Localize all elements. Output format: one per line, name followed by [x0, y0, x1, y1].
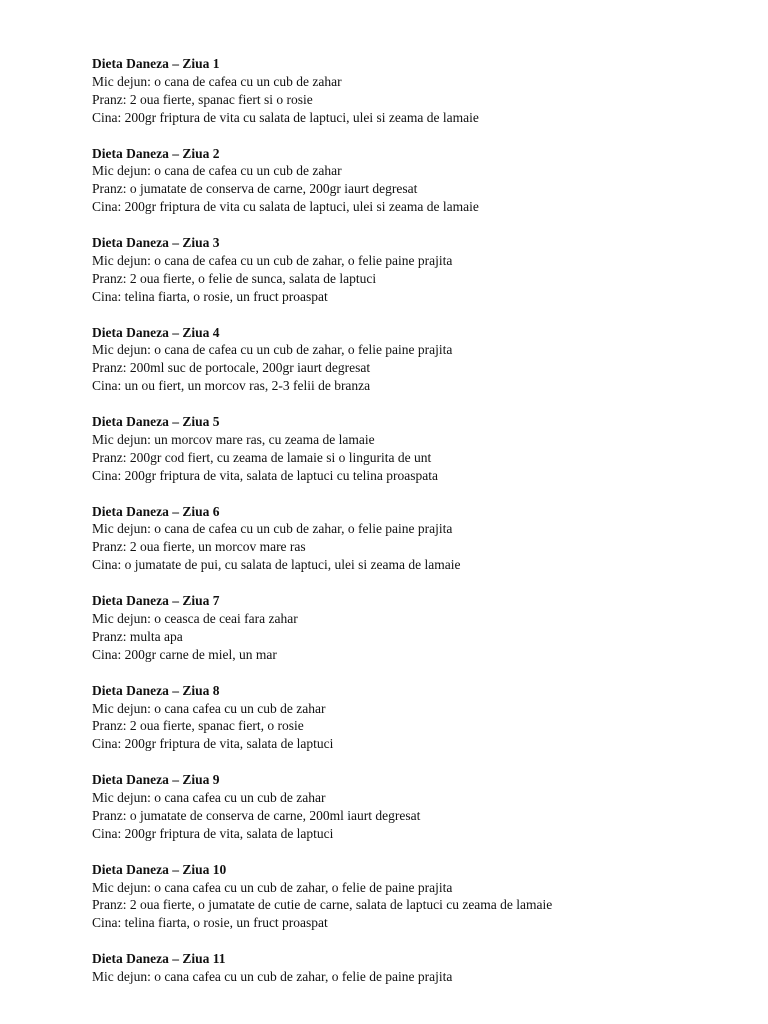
- day-heading: Dieta Daneza – Ziua 10: [92, 861, 227, 877]
- day-heading: Dieta Daneza – Ziua 6: [92, 503, 220, 519]
- meal-line: Pranz: o jumatate de conserva de carne, 200gr iaurt degresat: [92, 181, 418, 197]
- meal-line: Cina: 200gr friptura de vita cu salata de laptuci, ulei si zeama de lamaie: [92, 199, 479, 215]
- day-heading: Dieta Daneza – Ziua 8: [92, 682, 220, 698]
- day-heading: Dieta Daneza – Ziua 2: [92, 145, 220, 161]
- meal-line: Pranz: 200ml suc de portocale, 200gr iaurt degresat: [92, 360, 371, 376]
- meal-line: Mic dejun: o cana de cafea cu un cub de zahar, o felie paine prajita: [92, 252, 453, 268]
- meal-line: Mic dejun: o cana de cafea cu un cub de zahar: [92, 163, 342, 179]
- day-section: [92, 771, 732, 843]
- meal-line: Cina: 200gr friptura de vita, salata de laptuci: [92, 825, 334, 841]
- day-heading: Dieta Daneza – Ziua 5: [92, 414, 220, 430]
- day-section: [92, 145, 732, 217]
- meal-line: Pranz: 2 oua fierte, o jumatate de cutie de carne, salata de laptuci cu zeama de lamaie: [92, 897, 553, 913]
- day-section: [92, 503, 732, 575]
- meal-line: Pranz: multa apa: [92, 628, 183, 644]
- day-heading: Dieta Daneza – Ziua 7: [92, 593, 220, 609]
- meal-line: Pranz: o jumatate de conserva de carne, 200ml iaurt degresat: [92, 807, 421, 823]
- day-section: [92, 324, 732, 396]
- day-heading: Dieta Daneza – Ziua 1: [92, 56, 220, 71]
- meal-line: Cina: 200gr friptura de vita, salata de laptuci cu telina proaspata: [92, 467, 438, 483]
- meal-line: Pranz: 2 oua fierte, o felie de sunca, salata de laptuci: [92, 270, 377, 286]
- meal-line: Cina: telina fiarta, o rosie, un fruct proaspat: [92, 915, 328, 931]
- day-heading: Dieta Daneza – Ziua 4: [92, 324, 220, 340]
- meal-line: Mic dejun: o cana cafea cu un cub de zahar, o felie de paine prajita: [92, 879, 453, 895]
- meal-line: Mic dejun: o cana de cafea cu un cub de zahar, o felie paine prajita: [92, 342, 453, 358]
- meal-line: Cina: telina fiarta, o rosie, un fruct proaspat: [92, 288, 328, 304]
- document-page: [92, 55, 732, 1004]
- meal-line: Cina: o jumatate de pui, cu salata de laptuci, ulei si zeama de lamaie: [92, 557, 461, 573]
- meal-line: Cina: un ou fiert, un morcov ras, 2-3 felii de branza: [92, 378, 371, 394]
- day-heading: Dieta Daneza – Ziua 11: [92, 951, 226, 967]
- meal-line: Mic dejun: o cana cafea cu un cub de zahar, o felie de paine prajita: [92, 969, 453, 985]
- day-section: [92, 234, 732, 306]
- meal-line: Mic dejun: un morcov mare ras, cu zeama de lamaie: [92, 431, 375, 447]
- day-section: [92, 592, 732, 664]
- day-heading: Dieta Daneza – Ziua 9: [92, 772, 220, 788]
- day-section: [92, 682, 732, 754]
- day-section: [92, 55, 732, 127]
- day-section: [92, 861, 732, 933]
- day-section: [92, 413, 732, 485]
- meal-line: Mic dejun: o cana de cafea cu un cub de zahar, o felie paine prajita: [92, 521, 453, 537]
- meal-line: Cina: 200gr friptura de vita, salata de laptuci: [92, 736, 334, 752]
- meal-line: Mic dejun: o cana de cafea cu un cub de zahar: [92, 73, 342, 89]
- meal-line: Mic dejun: o cana cafea cu un cub de zahar: [92, 790, 326, 806]
- meal-line: Pranz: 2 oua fierte, un morcov mare ras: [92, 539, 306, 555]
- day-section: [92, 950, 732, 986]
- meal-line: Pranz: 2 oua fierte, spanac fiert, o rosie: [92, 718, 304, 734]
- meal-line: Cina: 200gr carne de miel, un mar: [92, 646, 277, 662]
- meal-line: Mic dejun: o cana cafea cu un cub de zahar: [92, 700, 326, 716]
- meal-line: Pranz: 2 oua fierte, spanac fiert si o rosie: [92, 91, 313, 107]
- meal-line: Mic dejun: o ceasca de ceai fara zahar: [92, 611, 298, 626]
- meal-line: Pranz: 200gr cod fiert, cu zeama de lamaie si o lingurita de unt: [92, 449, 432, 465]
- day-heading: Dieta Daneza – Ziua 3: [92, 235, 220, 251]
- meal-line: Cina: 200gr friptura de vita cu salata de laptuci, ulei si zeama de lamaie: [92, 109, 479, 125]
